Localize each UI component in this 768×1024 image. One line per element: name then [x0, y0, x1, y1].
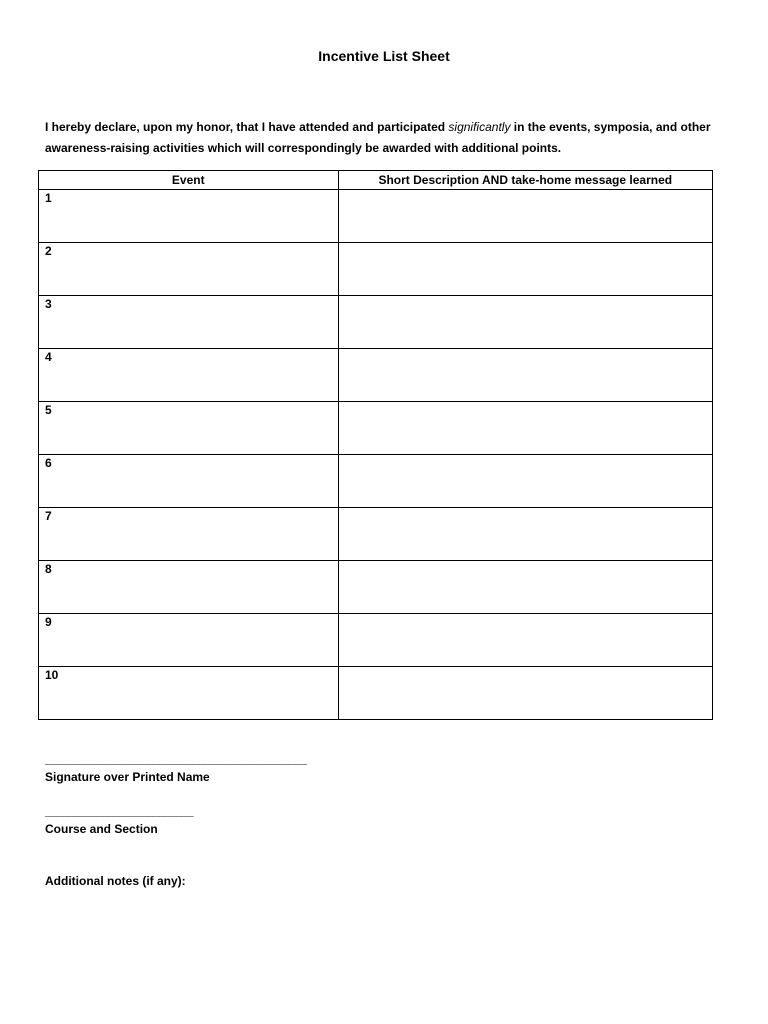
declaration-emphasis: significantly	[448, 120, 511, 134]
events-table	[38, 170, 713, 720]
description-cell[interactable]	[338, 455, 712, 508]
event-cell[interactable]: 3	[39, 296, 339, 349]
declaration-text-part1: I hereby declare, upon my honor, that I have attended and participated	[45, 120, 449, 134]
table-row	[39, 667, 713, 720]
event-cell[interactable]: 2	[39, 243, 339, 296]
event-cell[interactable]: 8	[39, 561, 339, 614]
table-row	[39, 243, 713, 296]
additional-notes-label: Additional notes (if any):	[45, 874, 186, 888]
event-column-header: Event	[39, 171, 339, 190]
description-cell[interactable]	[338, 561, 712, 614]
declaration-paragraph	[45, 117, 725, 159]
signature-label: Signature over Printed Name	[45, 770, 210, 784]
signature-line[interactable]: ______________________________________________	[45, 752, 306, 766]
description-cell[interactable]	[338, 190, 712, 243]
event-cell[interactable]: 1	[39, 190, 339, 243]
description-cell[interactable]	[338, 667, 712, 720]
description-column-header: Short Description AND take-home message learned	[338, 171, 712, 190]
table-row	[39, 561, 713, 614]
description-cell[interactable]	[338, 508, 712, 561]
event-cell[interactable]: 5	[39, 402, 339, 455]
table-row	[39, 455, 713, 508]
course-section-label: Course and Section	[45, 822, 158, 836]
table-row	[39, 349, 713, 402]
description-cell[interactable]	[338, 402, 712, 455]
table-header-row	[39, 171, 713, 190]
course-section-line[interactable]: __________________________	[45, 804, 193, 818]
event-cell[interactable]: 7	[39, 508, 339, 561]
event-cell[interactable]: 4	[39, 349, 339, 402]
table-row	[39, 508, 713, 561]
description-cell[interactable]	[338, 614, 712, 667]
event-cell[interactable]: 10	[39, 667, 339, 720]
table-row	[39, 614, 713, 667]
event-cell[interactable]: 6	[39, 455, 339, 508]
table-row	[39, 190, 713, 243]
table-row	[39, 296, 713, 349]
page-title: Incentive List Sheet	[318, 48, 450, 64]
event-cell[interactable]: 9	[39, 614, 339, 667]
description-cell[interactable]	[338, 349, 712, 402]
description-cell[interactable]	[338, 243, 712, 296]
description-cell[interactable]	[338, 296, 712, 349]
declaration-text-part2: in the events, symposia, and other awareness-raising activities which will correspondingly be awarded with additional points.	[45, 120, 711, 155]
table-row	[39, 402, 713, 455]
